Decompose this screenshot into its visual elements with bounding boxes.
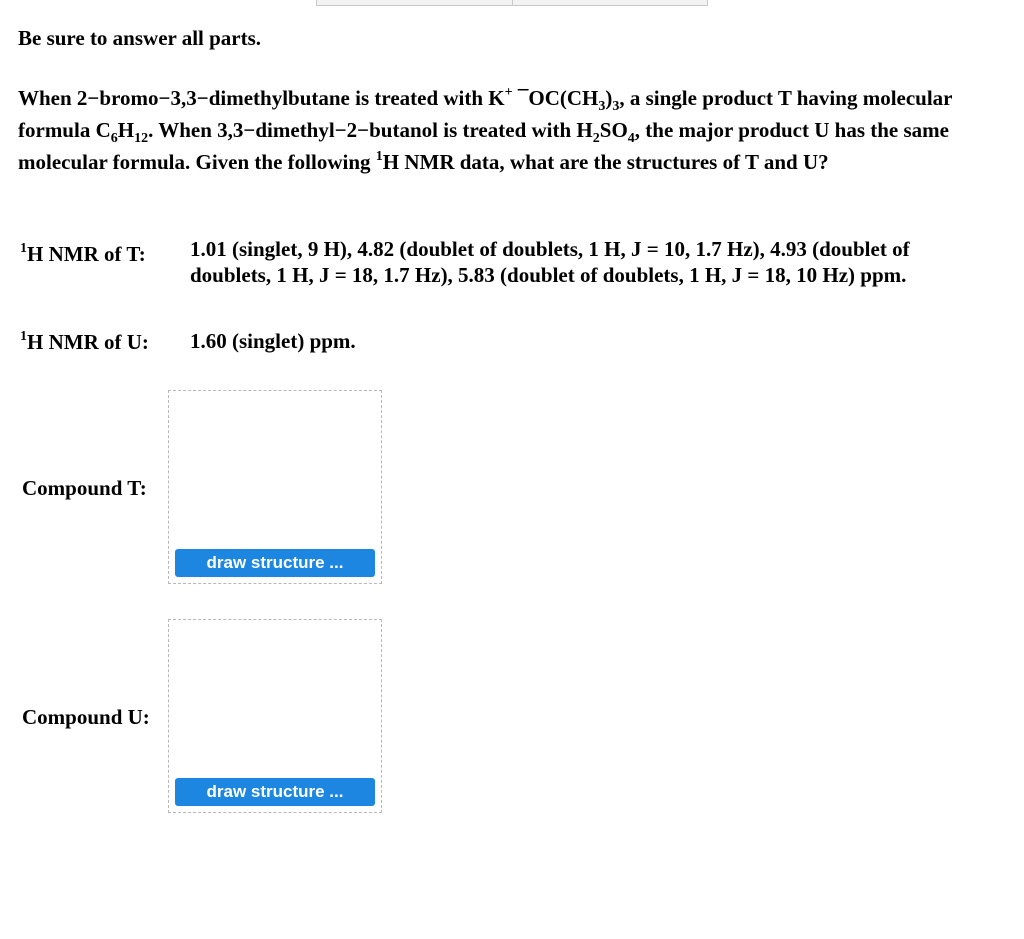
question-text: When 2−bromo−3,3−dimethylbutane is treated with K+ $¯OC(CH_3)_3$, a single product T having molecular formula $C_6H_{12}$. When 3,3−dimethyl−2−butanol is treated with $H_2SO_4$, the major product U has the same molecular formula. Given the following $^1$H NMR data, what are the structures of T and U? xyxy=(18,85,953,174)
nmr-t-label: $^1$H NMR of T: xyxy=(20,241,146,266)
top-tab-bar xyxy=(316,0,708,6)
instruction-text: Be sure to answer all parts. xyxy=(18,26,262,50)
draw-structure-u-button[interactable]: draw structure ... xyxy=(175,778,375,806)
compound-u-drawing-area[interactable] xyxy=(168,619,382,813)
compound-u-label: Compound U: xyxy=(22,705,150,729)
nmr-t-data: 1.01 (singlet, 9 H), 4.82 (doublet of doublets, 1 H, J = 10, 1.7 Hz), 4.93 (doublet of doublets, 1 H, J = 18, 1.7 Hz), 5.83 (doublet of doublets, 1 H, J = 18, 10 Hz) ppm. xyxy=(190,237,910,287)
nmr-u-data: 1.60 (singlet) ppm. xyxy=(190,329,356,353)
draw-structure-t-button[interactable]: draw structure ... xyxy=(175,549,375,577)
top-tab-right[interactable] xyxy=(513,0,709,6)
compound-t-label: Compound T: xyxy=(22,476,147,500)
nmr-u-label: $^1$H NMR of U: xyxy=(20,329,149,354)
top-tab-left[interactable] xyxy=(316,0,513,6)
compound-t-drawing-area[interactable] xyxy=(168,390,382,584)
